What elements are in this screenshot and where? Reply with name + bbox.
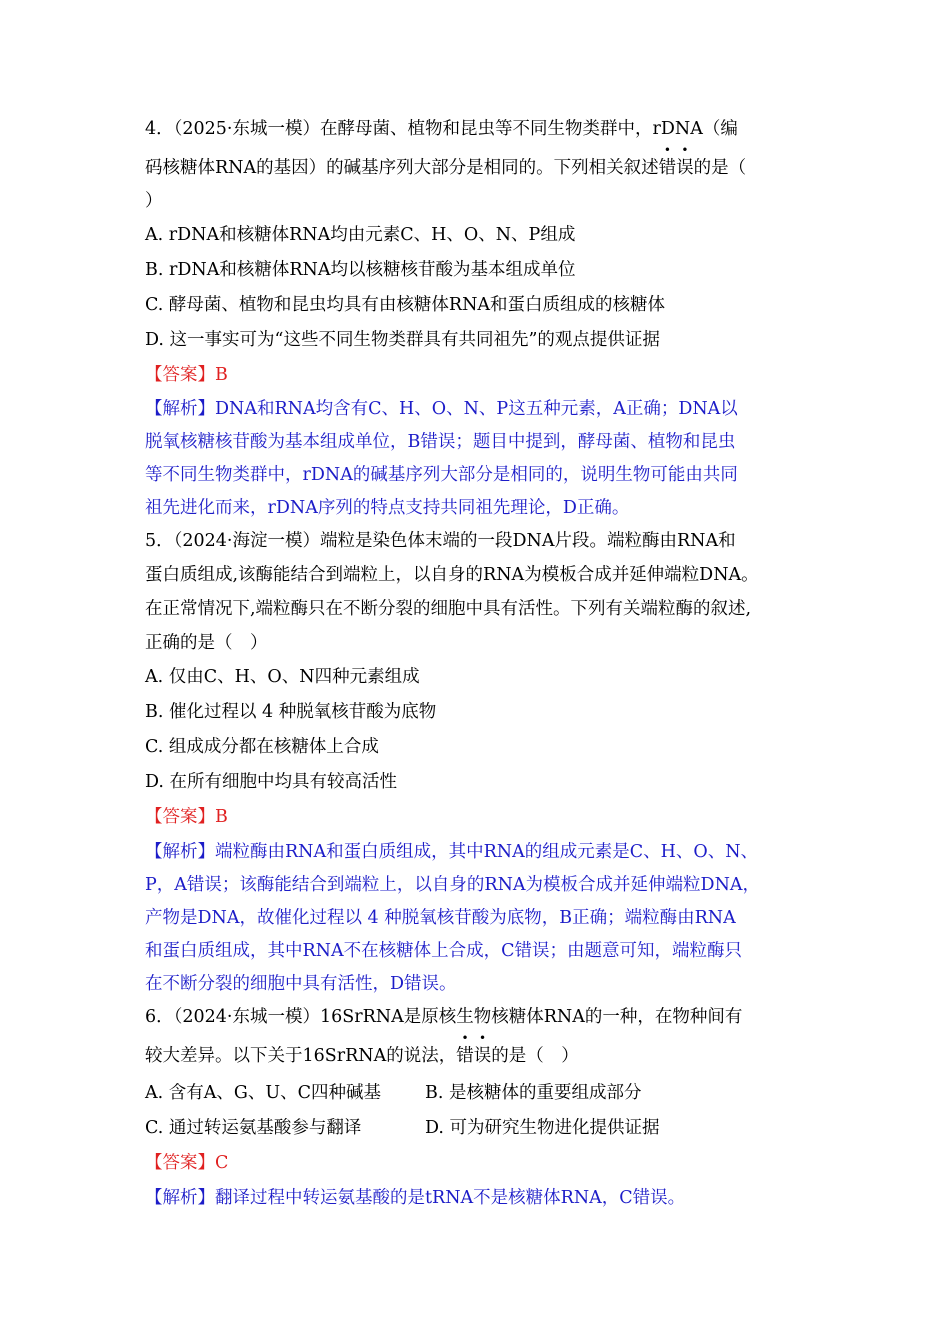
emphasis-mark: • 误 xyxy=(473,1031,492,1066)
q5-explanation-line-1: 【解析】端粒酶由RNA和蛋白质组成，其中RNA的组成元素是C、H、O、N、 xyxy=(145,842,759,862)
q6-option-c: C. 通过转运氨基酸参与翻译 xyxy=(145,1118,362,1138)
q6-stem-line-2: 较大差异。以下关于16SrRNA的说法， • 错 • 误的是（ ） xyxy=(145,1031,579,1066)
q5-answer: 【答案】B xyxy=(145,807,228,827)
q5-explanation-line-5: 在不断分裂的细胞中具有活性，D错误。 xyxy=(145,974,457,994)
q4-answer: 【答案】B xyxy=(145,365,228,385)
q4-explanation-line-2: 脱氧核糖核苷酸为基本组成单位，B错误；题目中提到，酵母菌、植物和昆虫 xyxy=(145,432,736,452)
emphasis-mark: • 错 xyxy=(658,143,677,178)
q5-option-d: D. 在所有细胞中均具有较高活性 xyxy=(145,772,398,792)
q5-stem-line-3: 在正常情况下,端粒酶只在不断分裂的细胞中具有活性。下列有关端粒酶的叙述, xyxy=(145,599,752,619)
q5-stem-line-1: 5．（2024·海淀一模）端粒是染色体末端的一段DNA片段。端粒酶由RNA和 xyxy=(145,531,736,551)
q4-explanation-line-4: 祖先进化而来，rDNA序列的特点支持共同祖先理论，D正确。 xyxy=(145,498,630,518)
q6-answer: 【答案】C xyxy=(145,1153,229,1173)
q4-explanation-line-1: 【解析】DNA和RNA均含有C、H、O、N、P这五种元素，A正确；DNA以 xyxy=(145,399,738,419)
q5-explanation-line-3: 产物是DNA，故催化过程以 4 种脱氧核苷酸为底物，B正确；端粒酶由RNA xyxy=(145,908,736,928)
q4-option-a: A. rDNA和核糖体RNA均由元素C、H、O、N、P组成 xyxy=(145,225,576,245)
q4-stem-line-3: ） xyxy=(145,191,163,211)
q5-option-c: C. 组成成分都在核糖体上合成 xyxy=(145,737,379,757)
q6-option-b: B. 是核糖体的重要组成部分 xyxy=(425,1083,642,1103)
q4-explanation-line-3: 等不同生物类群中，rDNA的碱基序列大部分是相同的，说明生物可能由共同 xyxy=(145,465,738,485)
emphasis-mark: • 误 xyxy=(676,143,694,178)
q5-explanation-line-4: 和蛋白质组成，其中RNA不在核糖体上合成，C错误；由题意可知，端粒酶只 xyxy=(145,941,743,961)
q6-option-d: D. 可为研究生物进化提供证据 xyxy=(425,1118,660,1138)
q6-option-a: A. 含有A、G、U、C四种碱基 xyxy=(145,1083,382,1103)
q4-option-d: D. 这一事实可为“这些不同生物类群具有共同祖先”的观点提供证据 xyxy=(145,330,660,350)
q5-stem-line-4: 正确的是（ ） xyxy=(145,633,268,653)
q6-stem-line-1: 6．（2024·东城一模）16SrRNA是原核生物核糖体RNA的一种，在物种间有 xyxy=(145,1007,743,1027)
q5-option-a: A. 仅由C、H、O、N四种元素组成 xyxy=(145,667,420,687)
emphasis-mark: • 错 xyxy=(456,1031,474,1066)
q5-stem-line-2: 蛋白质组成,该酶能结合到端粒上，以自身的RNA为模板合成并延伸端粒DNA。 xyxy=(145,565,759,585)
q4-stem-line-2: 码核糖体RNA的基因）的碱基序列大部分是相同的。下列相关叙述 • 错 • 误的是（ xyxy=(145,143,747,178)
q5-option-b: B. 催化过程以 4 种脱氧核苷酸为底物 xyxy=(145,702,437,722)
q5-explanation-line-2: P，A错误；该酶能结合到端粒上，以自身的RNA为模板合成并延伸端粒DNA， xyxy=(145,875,761,895)
q6-explanation-line-1: 【解析】翻译过程中转运氨基酸的是tRNA不是核糖体RNA，C错误。 xyxy=(145,1188,686,1208)
q4-option-c: C. 酵母菌、植物和昆虫均具有由核糖体RNA和蛋白质组成的核糖体 xyxy=(145,295,666,315)
q4-option-b: B. rDNA和核糖体RNA均以核糖核苷酸为基本组成单位 xyxy=(145,260,576,280)
q4-stem-line-1: 4．（2025·东城一模）在酵母菌、植物和昆虫等不同生物类群中，rDNA（编 xyxy=(145,119,738,139)
